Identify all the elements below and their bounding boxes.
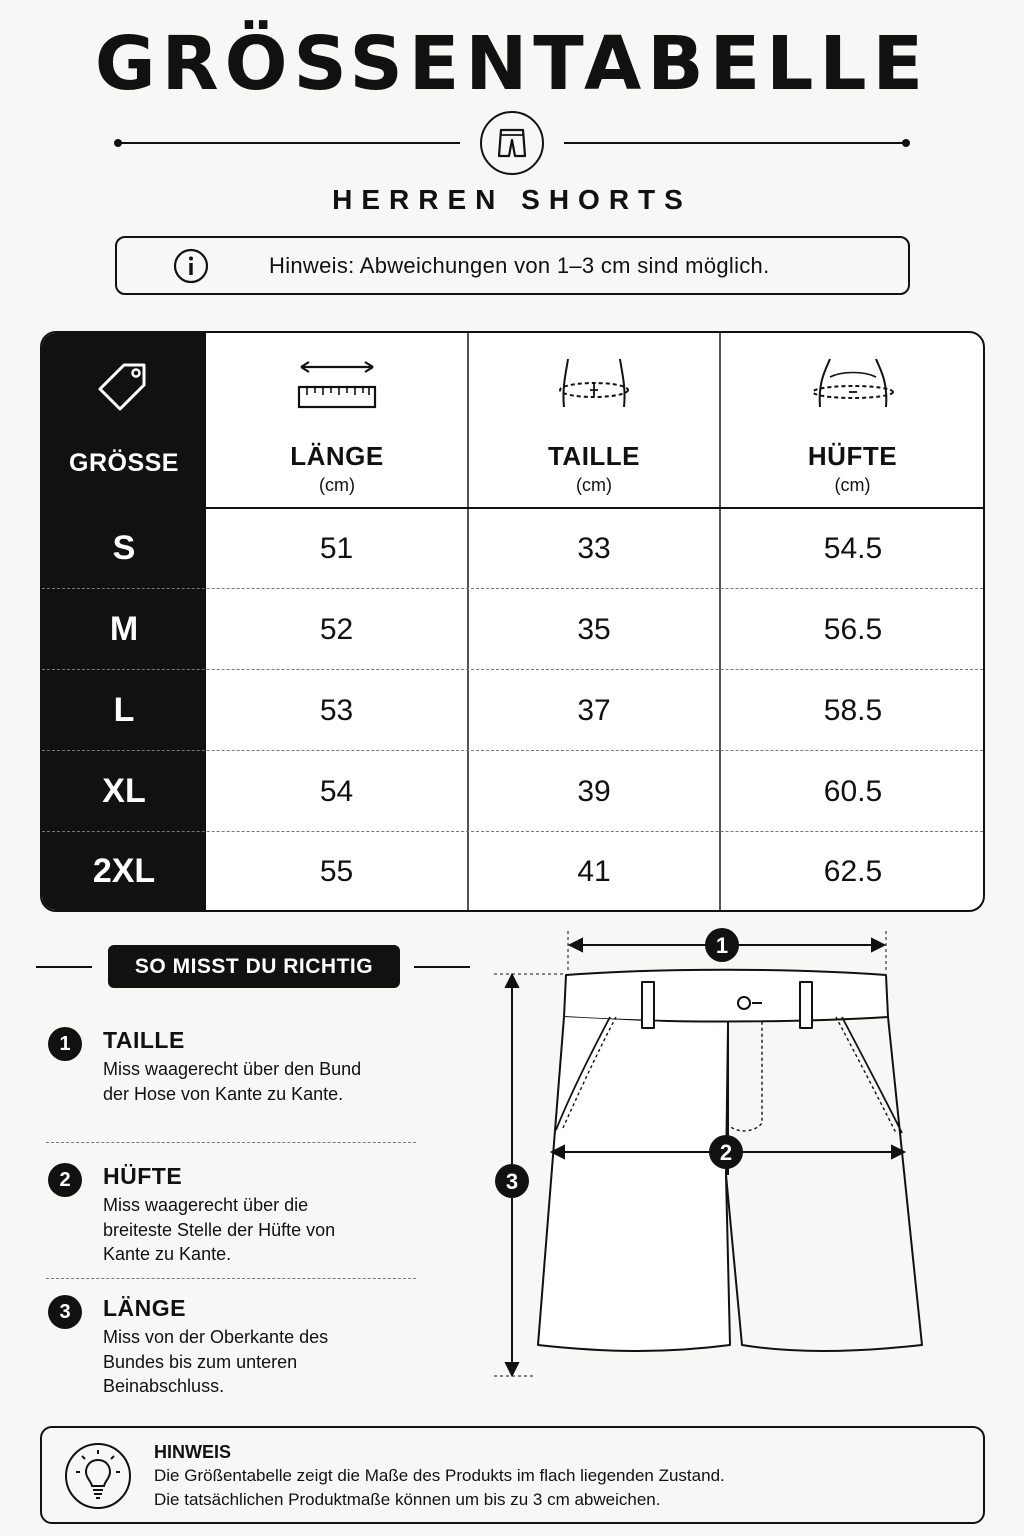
table-row <box>42 831 983 912</box>
waist-icon <box>554 357 634 413</box>
measure-step <box>48 1163 418 1273</box>
measure-heading: SO MISST DU RICHTIG <box>108 945 400 988</box>
section-line-right <box>414 966 470 968</box>
column-header-waist <box>468 333 720 508</box>
hip-cell: 62.5 <box>823 854 883 888</box>
size-cell: 2XL <box>92 852 156 890</box>
footer-line-2: Die tatsächlichen Produktmaße können um bis zu 3 cm abweichen. <box>154 1490 661 1509</box>
column-unit-length: (cm) <box>319 475 355 495</box>
hip-icon <box>808 357 898 413</box>
divider-dot-right <box>902 139 910 147</box>
page-title: GRÖSSENTABELLE <box>94 21 930 107</box>
shorts-measurement-diagram <box>490 925 940 1405</box>
footer-line-1: Die Größentabelle zeigt die Maße des Produkts im flach liegenden Zustand. <box>154 1466 725 1485</box>
hip-cell: 58.5 <box>823 693 883 727</box>
table-row <box>42 670 983 751</box>
length-cell: 55 <box>319 854 354 888</box>
length-cell: 54 <box>319 774 354 808</box>
tolerance-note <box>115 236 910 295</box>
lightbulb-icon <box>64 1442 132 1510</box>
hip-cell: 56.5 <box>823 612 883 646</box>
step-title: TAILLE <box>103 1027 185 1053</box>
ruler-icon <box>297 357 377 413</box>
size-cell: L <box>113 691 135 729</box>
size-header <box>42 333 206 508</box>
footer-title: HINWEIS <box>154 1442 232 1462</box>
length-cell: 52 <box>319 612 354 646</box>
size-table <box>40 331 985 912</box>
step-divider <box>46 1142 416 1143</box>
waist-cell: 33 <box>577 531 611 565</box>
step-number: 1 <box>48 1027 82 1061</box>
divider-right <box>564 142 906 144</box>
measure-step <box>48 1295 418 1405</box>
divider-left <box>118 142 460 144</box>
tag-icon <box>94 359 154 419</box>
diagram-marker-2-label: 2 <box>719 1140 733 1165</box>
column-label-length: LÄNGE <box>290 441 384 471</box>
column-label-waist: TAILLE <box>547 441 641 471</box>
size-cell: XL <box>102 772 146 810</box>
diagram-marker-3-label: 3 <box>505 1169 519 1194</box>
table-row <box>42 508 983 589</box>
measure-step <box>48 1027 418 1137</box>
step-number: 3 <box>48 1295 82 1329</box>
subtitle: HERREN SHORTS <box>332 184 692 215</box>
size-cell: M <box>109 610 139 648</box>
length-cell: 53 <box>319 693 354 727</box>
step-title: HÜFTE <box>103 1163 183 1189</box>
column-header-hip <box>720 333 985 508</box>
size-cell: S <box>112 529 136 567</box>
length-cell: 51 <box>319 531 354 565</box>
column-unit-hip: (cm) <box>834 475 871 495</box>
hip-cell: 60.5 <box>823 774 883 808</box>
waist-cell: 37 <box>577 693 611 727</box>
shorts-icon <box>480 111 544 175</box>
step-divider <box>46 1278 416 1279</box>
column-label-hip: HÜFTE <box>807 441 898 471</box>
waist-cell: 41 <box>577 854 611 888</box>
note-text: Hinweis: Abweichungen von 1–3 cm sind möglich. <box>269 252 770 278</box>
step-description: Miss von der Oberkante des Bundes bis zum unteren Beinabschluss. <box>103 1327 329 1396</box>
waist-cell: 35 <box>577 612 611 646</box>
footer-note <box>40 1426 985 1524</box>
table-row <box>42 751 983 832</box>
step-number: 2 <box>48 1163 82 1197</box>
step-description: Miss waagerecht über den Bund der Hose von Kante zu Kante. <box>103 1059 362 1104</box>
hip-cell: 54.5 <box>823 531 883 565</box>
step-description: Miss waagerecht über die breiteste Stelle der Hüfte von Kante zu Kante. <box>103 1195 336 1264</box>
info-icon <box>173 248 209 284</box>
table-row <box>42 589 983 670</box>
step-title: LÄNGE <box>103 1295 186 1321</box>
diagram-marker-1-label: 1 <box>715 933 729 958</box>
column-unit-waist: (cm) <box>576 475 612 495</box>
column-header-length <box>206 333 468 508</box>
size-header-label: GRÖSSE <box>69 449 179 477</box>
waist-cell: 39 <box>577 774 611 808</box>
section-line-left <box>36 966 92 968</box>
